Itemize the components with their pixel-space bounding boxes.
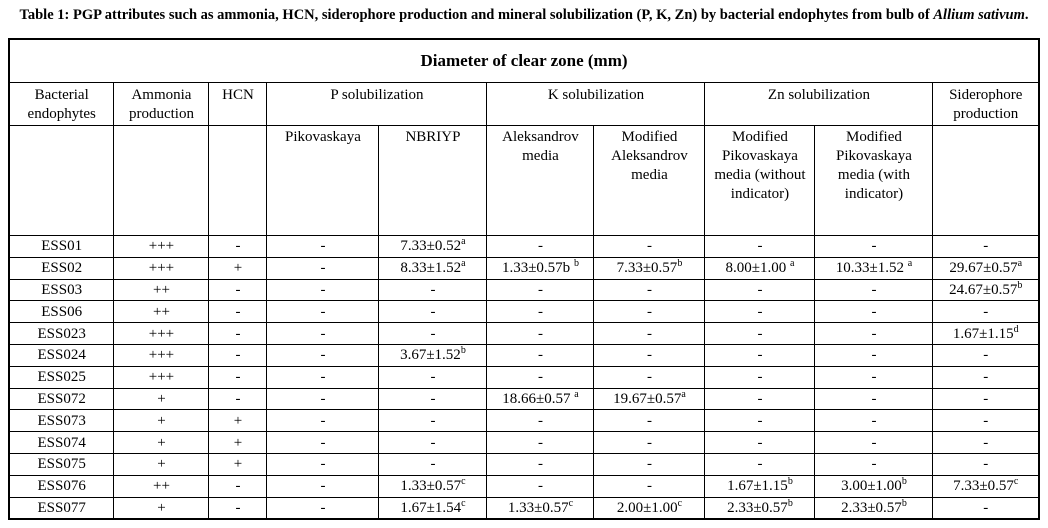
pgp-attributes-table (8, 38, 1040, 520)
value-cell: 1.33±0.57b $^b$ (487, 257, 594, 279)
value-cell: - (209, 366, 267, 388)
table-row (9, 344, 1039, 366)
spanning-header-row (9, 39, 1039, 83)
value-cell: - (815, 432, 933, 454)
value-cell: - (594, 301, 705, 323)
significance-superscript: a (789, 258, 795, 270)
value-cell: - (209, 236, 267, 258)
value-cell: - (267, 279, 379, 301)
value-cell: - (705, 279, 815, 301)
value-cell: - (815, 410, 933, 432)
value-cell: - (933, 236, 1039, 258)
value-cell: - (487, 432, 594, 454)
value-cell: +++ (114, 366, 209, 388)
table-row (9, 388, 1039, 410)
value-cell: +++ (114, 236, 209, 258)
significance-superscript: a (574, 388, 579, 400)
value-cell: - (933, 497, 1039, 519)
col-header-p-solubilization: P solubilization (267, 83, 487, 126)
significance-superscript: d (1013, 323, 1019, 335)
value-cell: + (209, 257, 267, 279)
table-row (9, 236, 1039, 258)
value-cell: - (815, 388, 933, 410)
significance-superscript: a (907, 258, 913, 270)
table-row (9, 279, 1039, 301)
value-cell: - (705, 344, 815, 366)
value-cell: 10.33±1.52 $^a$ (815, 257, 933, 279)
subheader-nbriyp: NBRIYP (379, 126, 487, 236)
value-cell: - (487, 344, 594, 366)
value-cell: - (209, 301, 267, 323)
value-cell: - (815, 344, 933, 366)
significance-superscript: c (461, 497, 466, 509)
value-cell: - (267, 475, 379, 497)
value-cell: - (594, 323, 705, 345)
value-cell: - (705, 388, 815, 410)
table-row (9, 257, 1039, 279)
significance-superscript: c (1013, 476, 1019, 488)
col-header-ammonia-production: Ammonia production (114, 83, 209, 126)
value-cell: - (379, 410, 487, 432)
col-header-bacterial-endophytes: Bacterial endophytes (9, 83, 114, 126)
value-cell: +++ (114, 257, 209, 279)
endophyte-id-cell: ESS024 (9, 344, 114, 366)
value-cell: - (487, 279, 594, 301)
table-row (9, 432, 1039, 454)
significance-superscript: b (901, 476, 907, 488)
significance-superscript: b (1017, 279, 1023, 291)
spanning-header: Diameter of clear zone (mm) (9, 39, 1039, 83)
subheader-empty-ammonia (114, 126, 209, 236)
subheader-modified-aleksandrov-media: Modified Aleksandrov media (594, 126, 705, 236)
value-cell: - (594, 410, 705, 432)
value-cell: - (815, 279, 933, 301)
value-cell: - (594, 236, 705, 258)
significance-superscript: b (901, 497, 907, 509)
value-cell: - (933, 366, 1039, 388)
value-cell: 7.33±0.57$^c$ (933, 475, 1039, 497)
significance-superscript: c (568, 497, 574, 509)
value-cell: - (379, 279, 487, 301)
value-cell: - (487, 301, 594, 323)
value-cell: + (114, 453, 209, 475)
value-cell: - (267, 366, 379, 388)
value-cell: + (114, 388, 209, 410)
value-cell: 29.67±0.57$^a$ (933, 257, 1039, 279)
value-cell: - (594, 366, 705, 388)
endophyte-id-cell: ESS076 (9, 475, 114, 497)
media-subheader-row (9, 126, 1039, 236)
value-cell: - (933, 388, 1039, 410)
value-cell: - (815, 323, 933, 345)
table-body (9, 236, 1039, 520)
value-cell: - (933, 432, 1039, 454)
value-cell: 24.67±0.57$^b$ (933, 279, 1039, 301)
value-cell: - (815, 301, 933, 323)
value-cell: 8.33±1.52$^a$ (379, 257, 487, 279)
value-cell: ++ (114, 475, 209, 497)
value-cell: 7.33±0.57$^b$ (594, 257, 705, 279)
significance-superscript: a (1017, 258, 1023, 270)
value-cell: - (487, 453, 594, 475)
group-header-row (9, 83, 1039, 126)
subheader-modified-pikovaskaya-with-indicator: Modified Pikovaskaya media (with indicator) (815, 126, 933, 236)
value-cell: - (209, 388, 267, 410)
significance-superscript: a (461, 258, 466, 270)
significance-superscript: b (573, 258, 579, 270)
table-caption-text: Table 1: PGP attributes such as ammonia, HCN, siderophore production and mineral solubilization (P, K, Zn) by bacterial endophytes from bulb of (19, 7, 934, 23)
value-cell: - (705, 410, 815, 432)
value-cell: + (209, 432, 267, 454)
value-cell: - (594, 432, 705, 454)
value-cell: 1.67±1.15$^d$ (933, 323, 1039, 345)
value-cell: - (815, 366, 933, 388)
value-cell: - (379, 366, 487, 388)
value-cell: - (705, 453, 815, 475)
value-cell: - (267, 497, 379, 519)
col-header-hcn: HCN (209, 83, 267, 126)
table-row (9, 453, 1039, 475)
col-header-zn-solubilization: Zn solubilization (705, 83, 933, 126)
table-caption (0, 0, 1048, 24)
endophyte-id-cell: ESS06 (9, 301, 114, 323)
value-cell: +++ (114, 344, 209, 366)
value-cell: 18.66±0.57 $^a$ (487, 388, 594, 410)
significance-superscript: b (787, 476, 793, 488)
value-cell: - (267, 453, 379, 475)
value-cell: - (209, 323, 267, 345)
value-cell: - (267, 257, 379, 279)
value-cell: - (705, 236, 815, 258)
table-row (9, 410, 1039, 432)
endophyte-id-cell: ESS075 (9, 453, 114, 475)
value-cell: - (933, 410, 1039, 432)
endophyte-id-cell: ESS023 (9, 323, 114, 345)
significance-superscript: c (461, 476, 466, 488)
value-cell: - (267, 410, 379, 432)
col-header-siderophore-production: Siderophore production (933, 83, 1039, 126)
value-cell: - (487, 236, 594, 258)
significance-superscript: b (787, 497, 793, 509)
value-cell: 2.00±1.00$^c$ (594, 497, 705, 519)
subheader-empty-bacterial (9, 126, 114, 236)
table-head (9, 39, 1039, 236)
subheader-empty-siderophore (933, 126, 1039, 236)
subheader-empty-hcn (209, 126, 267, 236)
value-cell: 3.00±1.00$^b$ (815, 475, 933, 497)
value-cell: - (267, 432, 379, 454)
value-cell: - (209, 279, 267, 301)
value-cell: 2.33±0.57$^b$ (705, 497, 815, 519)
value-cell: 2.33±0.57$^b$ (815, 497, 933, 519)
value-cell: - (267, 301, 379, 323)
table-row (9, 497, 1039, 519)
value-cell: - (267, 344, 379, 366)
significance-superscript: a (681, 388, 686, 400)
endophyte-id-cell: ESS074 (9, 432, 114, 454)
value-cell: + (114, 432, 209, 454)
value-cell: ++ (114, 279, 209, 301)
value-cell: - (594, 475, 705, 497)
value-cell: ++ (114, 301, 209, 323)
endophyte-id-cell: ESS073 (9, 410, 114, 432)
subheader-aleksandrov-media: Aleksandrov media (487, 126, 594, 236)
endophyte-id-cell: ESS02 (9, 257, 114, 279)
table-row (9, 366, 1039, 388)
value-cell: 1.33±0.57$^c$ (379, 475, 487, 497)
value-cell: - (594, 453, 705, 475)
value-cell: - (487, 323, 594, 345)
subheader-modified-pikovaskaya-without-indicator: Modified Pikovaskaya media (without indicator) (705, 126, 815, 236)
significance-superscript: b (677, 258, 683, 270)
species-name: Allium sativum (933, 7, 1025, 23)
value-cell: + (209, 453, 267, 475)
value-cell: + (209, 410, 267, 432)
value-cell: - (487, 475, 594, 497)
table-row (9, 475, 1039, 497)
subheader-pikovaskaya: Pikovaskaya (267, 126, 379, 236)
value-cell: - (209, 475, 267, 497)
value-cell: - (933, 301, 1039, 323)
value-cell: - (267, 236, 379, 258)
value-cell: + (114, 410, 209, 432)
endophyte-id-cell: ESS025 (9, 366, 114, 388)
value-cell: - (379, 453, 487, 475)
value-cell: 1.67±1.15$^b$ (705, 475, 815, 497)
table-caption-period: . (1024, 7, 1029, 23)
value-cell: - (815, 236, 933, 258)
value-cell: 19.67±0.57$^a$ (594, 388, 705, 410)
value-cell: - (705, 323, 815, 345)
table-row (9, 301, 1039, 323)
value-cell: 1.67±1.54$^c$ (379, 497, 487, 519)
value-cell: 8.00±1.00 $^a$ (705, 257, 815, 279)
value-cell: +++ (114, 323, 209, 345)
value-cell: 3.67±1.52$^b$ (379, 344, 487, 366)
endophyte-id-cell: ESS072 (9, 388, 114, 410)
endophyte-id-cell: ESS077 (9, 497, 114, 519)
value-cell: - (209, 344, 267, 366)
value-cell: - (594, 279, 705, 301)
value-cell: - (705, 366, 815, 388)
endophyte-id-cell: ESS01 (9, 236, 114, 258)
value-cell: - (379, 388, 487, 410)
value-cell: - (209, 497, 267, 519)
value-cell: - (379, 323, 487, 345)
value-cell: - (815, 453, 933, 475)
significance-superscript: b (460, 345, 466, 357)
value-cell: - (933, 344, 1039, 366)
value-cell: - (594, 344, 705, 366)
value-cell: - (267, 323, 379, 345)
value-cell: - (379, 301, 487, 323)
significance-superscript: a (461, 236, 466, 248)
endophyte-id-cell: ESS03 (9, 279, 114, 301)
value-cell: - (933, 453, 1039, 475)
table-row (9, 323, 1039, 345)
value-cell: - (379, 432, 487, 454)
value-cell: 1.33±0.57$^c$ (487, 497, 594, 519)
value-cell: - (267, 388, 379, 410)
significance-superscript: c (677, 497, 683, 509)
value-cell: - (705, 432, 815, 454)
col-header-k-solubilization: K solubilization (487, 83, 705, 126)
value-cell: - (487, 366, 594, 388)
value-cell: - (487, 410, 594, 432)
value-cell: + (114, 497, 209, 519)
value-cell: - (705, 301, 815, 323)
value-cell: 7.33±0.52$^a$ (379, 236, 487, 258)
